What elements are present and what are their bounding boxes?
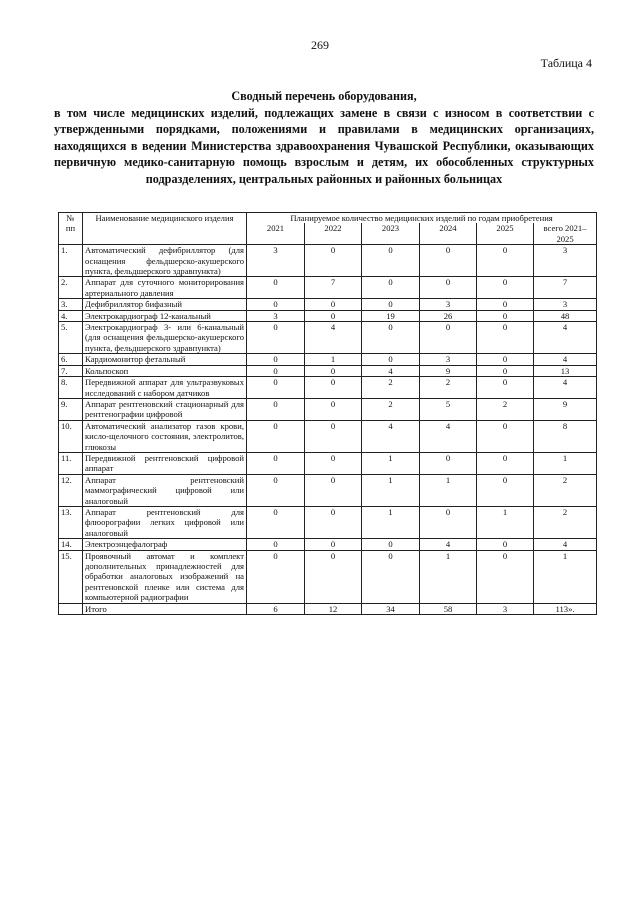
row-name-cell: Кольпоскоп: [83, 365, 247, 376]
row-number-cell: 15.: [59, 550, 83, 603]
row-year-cell: 0: [477, 539, 534, 550]
row-year-cell: 0: [247, 398, 305, 420]
row-year-cell: 0: [305, 398, 362, 420]
row-total-cell: 4: [534, 354, 597, 365]
table-row: [59, 299, 597, 310]
row-number-cell: 5.: [59, 322, 83, 354]
row-year-cell: 3: [420, 354, 477, 365]
row-year-cell: 0: [477, 277, 534, 299]
row-year-cell: 1: [305, 354, 362, 365]
header-year: 2021: [247, 223, 305, 244]
row-year-cell: 0: [305, 539, 362, 550]
row-year-cell: 0: [477, 245, 534, 277]
row-total-cell: 4: [534, 322, 597, 354]
row-number-cell: 11.: [59, 452, 83, 474]
row-year-cell: 0: [305, 299, 362, 310]
row-year-cell: 4: [305, 322, 362, 354]
table-row: [59, 420, 597, 452]
row-year-cell: 4: [362, 420, 420, 452]
row-year-cell: 0: [247, 299, 305, 310]
row-year-cell: 0: [247, 506, 305, 538]
row-year-cell: 1: [362, 452, 420, 474]
row-number-cell: 14.: [59, 539, 83, 550]
row-year-cell: 0: [305, 245, 362, 277]
header-planned: Планируемое количество медицинских изделий по годам приобретения: [247, 213, 597, 224]
row-total-cell: 9: [534, 398, 597, 420]
row-total-cell: 7: [534, 277, 597, 299]
row-year-cell: 2: [420, 377, 477, 399]
row-total-cell: 8: [534, 420, 597, 452]
row-total-cell: 48: [534, 310, 597, 321]
row-year-cell: 1: [420, 474, 477, 506]
row-total-cell: 3: [534, 245, 597, 277]
table-row: [59, 539, 597, 550]
table-row: [59, 452, 597, 474]
header-total: всего 2021–2025: [534, 223, 597, 244]
row-year-cell: 0: [247, 550, 305, 603]
row-year-cell: 3: [247, 245, 305, 277]
row-year-cell: 0: [247, 365, 305, 376]
row-year-cell: 19: [362, 310, 420, 321]
row-year-cell: 0: [477, 299, 534, 310]
row-total-cell: 113».: [534, 603, 597, 614]
row-total-cell: 1: [534, 452, 597, 474]
row-year-cell: 0: [477, 474, 534, 506]
row-year-cell: 0: [247, 377, 305, 399]
row-year-cell: 0: [362, 299, 420, 310]
row-total-cell: 4: [534, 539, 597, 550]
row-year-cell: 0: [305, 506, 362, 538]
row-year-cell: 0: [420, 452, 477, 474]
row-name-cell: Аппарат рентгеновский стационарный для рентгенографии цифровой: [83, 398, 247, 420]
row-year-cell: 1: [420, 550, 477, 603]
row-year-cell: 2: [477, 398, 534, 420]
row-number-cell: 3.: [59, 299, 83, 310]
row-year-cell: 0: [477, 550, 534, 603]
row-year-cell: 1: [477, 506, 534, 538]
row-year-cell: 0: [247, 452, 305, 474]
row-year-cell: 0: [305, 377, 362, 399]
row-year-cell: 12: [305, 603, 362, 614]
row-total-cell: 3: [534, 299, 597, 310]
row-year-cell: 0: [477, 452, 534, 474]
row-name-cell: Итого: [83, 603, 247, 614]
row-year-cell: 0: [247, 539, 305, 550]
row-year-cell: 4: [362, 365, 420, 376]
table-row: [59, 277, 597, 299]
row-name-cell: Кардиомонитор фетальный: [83, 354, 247, 365]
table-row: [59, 398, 597, 420]
row-year-cell: 6: [247, 603, 305, 614]
row-year-cell: 0: [477, 365, 534, 376]
row-year-cell: 0: [477, 322, 534, 354]
row-name-cell: Передвижной рентгеновский цифровой аппарат: [83, 452, 247, 474]
table-body: [59, 245, 597, 615]
row-year-cell: 0: [247, 322, 305, 354]
header-name: Наименование медицинского изделия: [83, 213, 247, 245]
title-line-2: в том числе медицинских изделий, подлежащих замене в связи с износом в соответствии с утвержденными порядками, положениями и правилами в медицинских организациях, находящихся в ведении Министерства здравоохранения Чувашской Республики, оказывающих первичную медико-санитарную помощь взрослым и детям, их обособленных структурных подразделениях, центральных районных и районных больницах: [54, 105, 594, 186]
row-name-cell: Автоматический анализатор газов крови, кисло-щелочного состояния, электролитов, глюкозы: [83, 420, 247, 452]
row-year-cell: 0: [420, 322, 477, 354]
page-number: 269: [311, 38, 329, 52]
row-year-cell: 0: [305, 550, 362, 603]
header-no: № пп: [59, 213, 83, 245]
header-year: 2023: [362, 223, 420, 244]
row-year-cell: 1: [362, 474, 420, 506]
row-year-cell: 0: [362, 277, 420, 299]
row-year-cell: 4: [420, 420, 477, 452]
row-year-cell: 26: [420, 310, 477, 321]
table-row: [59, 354, 597, 365]
row-number-cell: 10.: [59, 420, 83, 452]
row-year-cell: 0: [420, 506, 477, 538]
row-number-cell: 1.: [59, 245, 83, 277]
table-row: [59, 474, 597, 506]
row-year-cell: 0: [247, 277, 305, 299]
row-year-cell: 0: [362, 245, 420, 277]
row-year-cell: 0: [362, 354, 420, 365]
row-year-cell: 0: [362, 550, 420, 603]
row-name-cell: Электроэнцефалограф: [83, 539, 247, 550]
row-year-cell: 0: [362, 539, 420, 550]
row-number-cell: 8.: [59, 377, 83, 399]
table-row: [59, 377, 597, 399]
table-row: [59, 365, 597, 376]
row-year-cell: 0: [362, 322, 420, 354]
row-name-cell: Аппарат для суточного мониторирования артериального давления: [83, 277, 247, 299]
title-line-1: Сводный перечень оборудования,: [231, 89, 417, 103]
row-number-cell: 7.: [59, 365, 83, 376]
row-year-cell: 1: [362, 506, 420, 538]
row-name-cell: Проявочный автомат и комплект дополнительных принадлежностей для обработки аналоговых изображений на рентгеновской пленке или система для компьютерной радиографии: [83, 550, 247, 603]
row-year-cell: 2: [362, 398, 420, 420]
equipment-table: [58, 212, 597, 615]
row-total-cell: 13: [534, 365, 597, 376]
table-row: [59, 550, 597, 603]
row-year-cell: 0: [305, 452, 362, 474]
row-total-cell: 4: [534, 377, 597, 399]
row-number-cell: 12.: [59, 474, 83, 506]
row-year-cell: 0: [247, 420, 305, 452]
row-year-cell: 2: [362, 377, 420, 399]
row-name-cell: Электрокардиограф 12-канальный: [83, 310, 247, 321]
row-number-cell: 13.: [59, 506, 83, 538]
row-year-cell: 3: [477, 603, 534, 614]
row-year-cell: 0: [305, 420, 362, 452]
row-name-cell: Аппарат рентгеновский маммографический цифровой или аналоговый: [83, 474, 247, 506]
row-year-cell: 5: [420, 398, 477, 420]
table-row: [59, 245, 597, 277]
row-total-cell: 2: [534, 506, 597, 538]
header-year: 2025: [477, 223, 534, 244]
row-number-cell: 6.: [59, 354, 83, 365]
row-year-cell: 9: [420, 365, 477, 376]
row-name-cell: Передвижной аппарат для ультразвуковых исследований с набором датчиков: [83, 377, 247, 399]
row-year-cell: 58: [420, 603, 477, 614]
row-name-cell: Дефибриллятор бифазный: [83, 299, 247, 310]
row-year-cell: 0: [305, 474, 362, 506]
row-year-cell: 0: [477, 310, 534, 321]
row-number-cell: 2.: [59, 277, 83, 299]
row-year-cell: 3: [420, 299, 477, 310]
row-total-cell: 2: [534, 474, 597, 506]
row-year-cell: 0: [477, 420, 534, 452]
row-total-cell: 1: [534, 550, 597, 603]
row-number-cell: 4.: [59, 310, 83, 321]
table-label: Таблица 4: [540, 56, 592, 70]
table-row: [59, 506, 597, 538]
row-year-cell: 0: [247, 354, 305, 365]
row-name-cell: Автоматический дефибриллятор (для оснащения фельдшерско-акушерского пункта, фельдшерского здравпункта): [83, 245, 247, 277]
document-title: [54, 88, 594, 187]
row-year-cell: 34: [362, 603, 420, 614]
row-year-cell: 3: [247, 310, 305, 321]
row-year-cell: 0: [477, 377, 534, 399]
row-year-cell: 4: [420, 539, 477, 550]
table-row: [59, 603, 597, 614]
row-year-cell: 0: [305, 310, 362, 321]
row-year-cell: 0: [420, 245, 477, 277]
row-year-cell: 0: [420, 277, 477, 299]
row-year-cell: 0: [247, 474, 305, 506]
table-row: [59, 322, 597, 354]
row-year-cell: 0: [305, 365, 362, 376]
row-name-cell: Электрокардиограф 3- или 6-канальный (для оснащения фельдшерско-акушерского пункта, фельдшерского здравпункта): [83, 322, 247, 354]
row-number-cell: 9.: [59, 398, 83, 420]
row-year-cell: 0: [477, 354, 534, 365]
table-row: [59, 310, 597, 321]
row-name-cell: Аппарат рентгеновский для флюорографии легких цифровой или аналоговый: [83, 506, 247, 538]
header-year: 2022: [305, 223, 362, 244]
header-year: 2024: [420, 223, 477, 244]
row-year-cell: 7: [305, 277, 362, 299]
row-number-cell: [59, 603, 83, 614]
